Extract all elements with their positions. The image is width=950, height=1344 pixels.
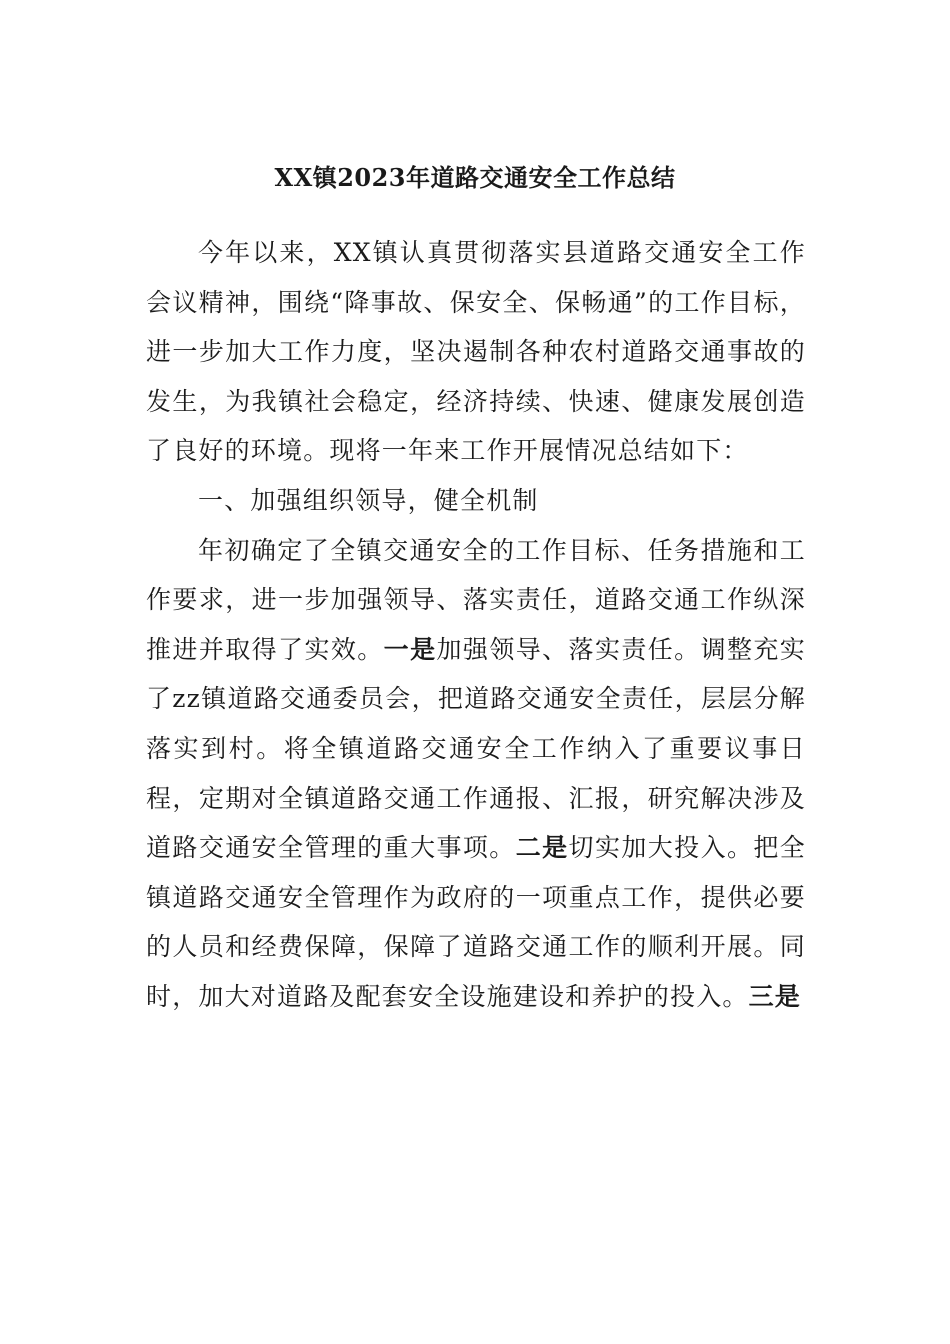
paragraph-text: 切实加大投入。把全镇道路交通安全管理作为政府的一项重点工作，提供必要的人员和经费保障，保障了道路交通工作的顺利开展。同时，加大对道路及配套安全设施建设和养护的投入。	[146, 833, 806, 1011]
section-heading: 一、加强组织领导，健全机制	[198, 485, 539, 515]
paragraph-text: 年初确定了全镇交通安全的工作目标、任务措施和工作要求，进一步加强领导、落实责任，道路交通工作纵深推进并取得了实效。	[146, 535, 806, 664]
document-body	[146, 228, 806, 1022]
document-title: XX镇2023年道路交通安全工作总结	[274, 163, 676, 192]
paragraph-text: 加强领导、落实责任。调整充实了zz镇道路交通委员会，把道路交通安全责任，层层分解落实到村。将全镇道路交通安全工作纳入了重要议事日程，定期对全镇道路交通工作通报、汇报，研究解决涉及道路交通安全管理的重大事项。	[146, 634, 806, 863]
bold-keyword-second: 二是	[515, 833, 569, 863]
bold-keyword-first: 一是	[383, 634, 437, 664]
bold-keyword-third: 三是	[748, 981, 802, 1011]
section-paragraph	[146, 526, 806, 1022]
intro-paragraph: 今年以来，XX镇认真贯彻落实县道路交通安全工作会议精神，围绕“降事故、保安全、保畅通”的工作目标，进一步加大工作力度，坚决遏制各种农村道路交通事故的发生，为我镇社会稳定，经济持续、快速、健康发展创造了良好的环境。现将一年来工作开展情况总结如下：	[146, 238, 806, 466]
